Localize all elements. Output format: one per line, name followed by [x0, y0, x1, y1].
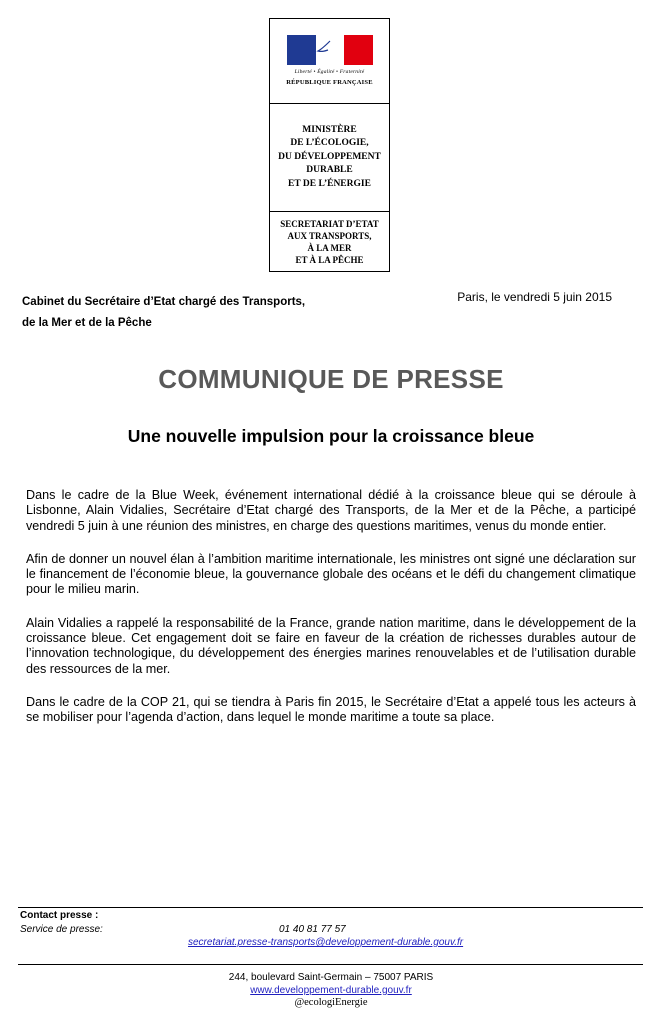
contact-divider — [18, 907, 643, 908]
document-title: COMMUNIQUE DE PRESSE — [158, 364, 504, 394]
body-paragraph-2: Afin de donner un nouvel élan à l’ambition maritime internationale, les ministres ont signé une déclaration sur le financement de l’économie bleue, la gouvernance globale des océans et le défi du changement climatique pour le milieu marin. — [26, 551, 636, 597]
press-release-body — [26, 488, 636, 744]
secretariat-name-block — [270, 212, 389, 272]
body-paragraph-4: Dans le cadre de la COP 21, qui se tiendra à Paris fin 2015, le Secrétaire d’Etat a appelé tous les acteurs à se mobiliser pour l’agenda d’action, dans lequel le monde maritime a toute sa place. — [26, 694, 636, 725]
republic-logo — [270, 19, 389, 104]
release-date: Paris, le vendredi 5 juin 2015 — [457, 290, 612, 304]
ministry-name: MINISTÈRE DE L’ÉCOLOGIE, DU DÉVELOPPEMENT DURABLE ET DE L’ÉNERGIE — [278, 124, 381, 189]
contact-label: Contact presse : — [20, 910, 99, 921]
press-email-link[interactable]: secretariat.presse-transports@developpement-durable.gouv.fr — [188, 937, 464, 948]
press-phone: 01 40 81 77 57 — [279, 924, 346, 935]
footer — [0, 972, 662, 1010]
footer-website-link[interactable]: www.developpement-durable.gouv.fr — [250, 984, 412, 996]
footer-twitter-handle[interactable]: @ecologiEnergie — [294, 997, 368, 1008]
cabinet-line-2: de la Mer et de la Pêche — [22, 317, 152, 329]
secretariat-name: SECRETARIAT D’ETAT AUX TRANSPORTS, À LA MER ET À LA PÊCHE — [280, 219, 379, 265]
body-paragraph-3: Alain Vidalies a rappelé la responsabilité de la France, grande nation maritime, dans le développement de la croissance bleue. Cet engagement doit se faire en faveur de la création de richesses durables autour de l’innovation technologique, du développement des énergies marines renouvelables et de l’utilisation durable des ressources de la mer. — [26, 615, 636, 676]
footer-address: 244, boulevard Saint-Germain – 75007 PARIS — [228, 972, 434, 983]
footer-divider — [18, 964, 643, 965]
ministry-logo — [269, 18, 390, 272]
body-paragraph-1: Dans le cadre de la Blue Week, événement international dédié à la croissance bleue qui se déroule à Lisbonne, Alain Vidalies, Secrétaire d’Etat chargé des Transports, de la Mer et de la Pêche, a participé vendredi 5 juin à une réunion des ministres, en charge des questions maritimes, venus du monde entier. — [26, 488, 636, 533]
republic-motto: Liberté • Égalité • Fraternité — [294, 69, 365, 75]
marianne-profile-icon — [292, 21, 352, 71]
cabinet-heading — [22, 292, 402, 334]
cabinet-line-1: Cabinet du Secrétaire d’Etat chargé des Transports, — [22, 296, 306, 308]
press-service-label: Service de presse: — [20, 924, 103, 935]
ministry-name-block — [270, 104, 389, 212]
republic-name: RÉPUBLIQUE FRANÇAISE — [286, 79, 373, 86]
document-subtitle: Une nouvelle impulsion pour la croissance bleue — [127, 426, 535, 446]
